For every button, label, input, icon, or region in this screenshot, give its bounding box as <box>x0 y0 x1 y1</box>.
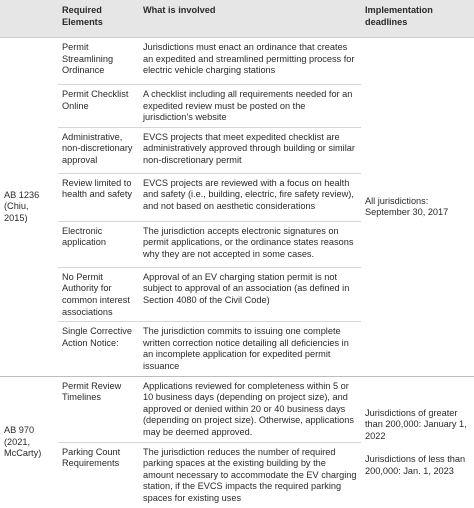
law-cell-ab970: AB 970 (2021, McCarty) <box>0 376 58 507</box>
involved-cell: Applications reviewed for completeness within 5 or 10 business days (depending on project size), and approved or denied within 20 or 40 business days (depending on project size). Otherwise, applications may be deemed approved. <box>139 376 361 442</box>
involved-cell: Jurisdictions must enact an ordinance that creates an expedited and streamlined permitting process for electric vehicle charging stations <box>143 42 355 76</box>
element-cell: Permit Checklist Online <box>58 85 139 128</box>
header-required-elements: Required Elements <box>58 0 139 38</box>
deadline-cell-ab1236: All jurisdictions: September 30, 2017 <box>365 195 449 218</box>
deadline-large-jurisdictions: Jurisdictions of greater than 200,000: January 1, 2022 <box>365 407 467 441</box>
table-row <box>0 38 474 85</box>
element-cell: No Permit Authority for common interest associations <box>58 267 139 321</box>
involved-cell: The jurisdiction commits to issuing one complete written correction notice detailing all deficiencies in an incomplete application for expedited permit issuance <box>139 322 361 376</box>
element-cell: Single Corrective Action Notice: <box>58 322 139 376</box>
element-cell: Administrative, non-discretionary approval <box>58 127 139 173</box>
involved-cell: EVCS projects are reviewed with a focus on health and safety (i.e., building, electric, fire safety review), and not based on aesthetic considerations <box>139 173 361 221</box>
element-cell: Parking Count Requirements <box>58 442 139 507</box>
table-header-row <box>0 0 474 38</box>
element-cell: Electronic application <box>58 221 139 267</box>
header-law <box>0 0 58 38</box>
table-row <box>0 376 474 442</box>
law-cell-ab1236: AB 1236 (Chiu, 2015) <box>4 189 40 224</box>
header-what-is-involved: What is involved <box>139 0 361 38</box>
element-cell: Review limited to health and safety <box>58 173 139 221</box>
element-cell: Permit Streamlining Ordinance <box>62 42 114 76</box>
header-implementation-deadlines: Implementation deadlines <box>361 0 474 38</box>
involved-cell: The jurisdiction reduces the number of required parking spaces at the existing building by the amount necessary to accommodate the EV charging station, if the EVCS impacts the required parking spaces for existing uses <box>139 442 361 507</box>
involved-cell: Approval of an EV charging station permit is not subject to approval of an association (as defined in Section 4080 of the Civil Code) <box>139 267 361 321</box>
element-cell: Permit Review Timelines <box>58 376 139 442</box>
involved-cell: EVCS projects that meet expedited checklist are administratively approved through building or similar non-discretionary permit <box>139 127 361 173</box>
deadline-small-jurisdictions: Jurisdictions of less than 200,000: Jan. 1, 2023 <box>365 454 466 476</box>
deadline-cell-ab970 <box>361 376 474 507</box>
involved-cell: A checklist including all requirements needed for an expedited review must be posted on the jurisdiction’s website <box>139 85 361 128</box>
involved-cell: The jurisdiction accepts electronic signatures on permit applications, or the ordinance states reasons why they are not accepted in some cases. <box>139 221 361 267</box>
